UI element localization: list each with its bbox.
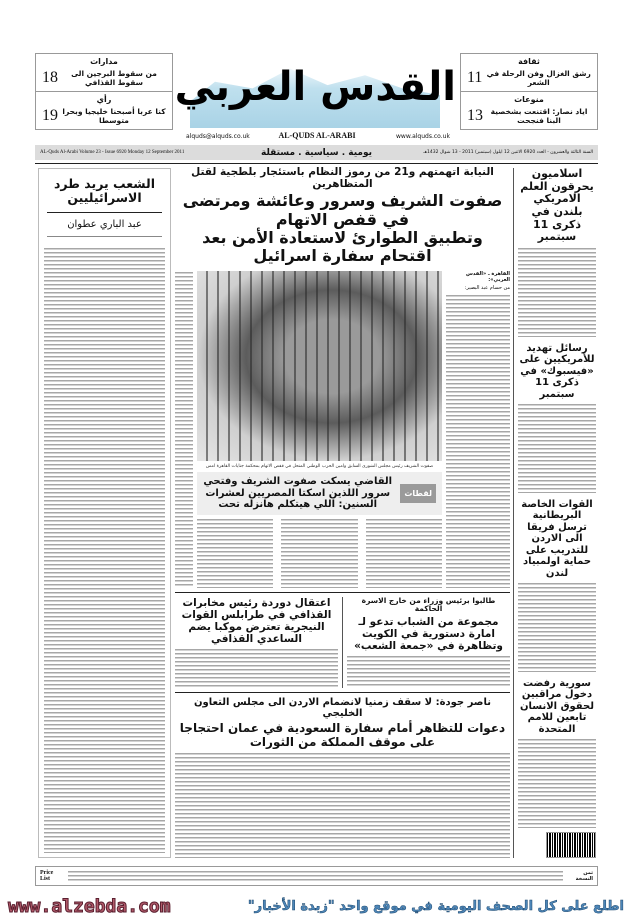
body-column — [175, 271, 193, 588]
price-list — [35, 866, 598, 886]
teasers-left — [35, 53, 173, 130]
body-column — [366, 518, 442, 588]
teaser-section: ثقافة — [518, 57, 540, 66]
cage-bars — [197, 271, 442, 461]
photo-caption: صفوت الشريف رئيس مجلس الشورى السابق وامين الحزب الوطني المنحل في قفص الاتهام بمحكمة جنايات القاهرة امس — [205, 464, 434, 470]
mid-right-body — [347, 655, 510, 688]
banner-url[interactable]: www.alzebda.com — [8, 895, 171, 917]
lead-photo[interactable] — [197, 271, 442, 461]
right-headline[interactable]: رسائل تهديد للأمريكيين على «فيسبوك» في ذكرى 11 سبتمبر — [519, 342, 595, 400]
opinion-body — [44, 247, 165, 853]
teaser-section: مدارات — [90, 57, 118, 66]
box-story[interactable] — [197, 472, 442, 515]
bottom-headline[interactable]: دعوات للتظاهر أمام سفارة السعودية في عمان احتجاجا على موقف المملكة من الثورات — [179, 720, 506, 749]
teaser-page: 13 — [467, 107, 483, 124]
teaser-title: كنا عربا أصبحنا خليجيا وبحرا متوسطا — [62, 107, 166, 125]
teaser[interactable] — [36, 54, 172, 92]
email[interactable]: alquds@alquds.co.uk — [186, 133, 250, 140]
price-label-ar: ثمن النسخة — [575, 870, 593, 882]
lead-byline: القاهرة ـ «القدس العربي»: — [466, 270, 510, 283]
lead-headline-2[interactable]: وتطبيق الطوارئ لاستعادة الأمن بعد اقتحام سفارة اسرائيل — [202, 227, 483, 266]
website[interactable]: www.alquds.co.uk — [396, 133, 450, 140]
right-body — [518, 403, 596, 493]
teaser[interactable] — [36, 92, 172, 129]
teaser[interactable] — [461, 54, 597, 92]
lead-body — [446, 294, 510, 588]
logo-latin: AL-QUDS AL-ARABI — [278, 131, 356, 140]
teaser-title: اياد نصار: اقتنعت بشخصية البنا فنجحت — [490, 107, 588, 125]
mid-left-body — [175, 648, 338, 688]
edition-ar: السنة الثالثة والعشرون - العدد 6920 الاثنين 12 ايلول (سبتمبر) 2011 - 13 شوال 1432هـ — [423, 150, 593, 155]
bottom-kicker: ناصر جودة: لا سقف زمنيا لانضمام الاردن الى مجلس التعاون الخليجي — [194, 696, 491, 720]
barcode — [546, 832, 596, 858]
lead-kicker: النيابة اتهمتهم و21 من رموز النظام باستئجار بلطجية لقتل المتظاهرين — [191, 166, 494, 191]
right-body — [518, 247, 596, 337]
promo-banner[interactable] — [0, 890, 632, 922]
teaser-title: من سقوط البرجين الى سقوط القذافي — [71, 69, 157, 87]
price-label-en: Price List — [40, 870, 54, 882]
right-column — [518, 168, 596, 858]
right-headline[interactable]: سورية رفضت دخول مراقبين لحقوق الانسان تابعين للامم المتحدة — [520, 677, 594, 735]
opinion-headline[interactable]: الشعب يريد طرد الاسرائيليين — [53, 176, 156, 206]
banner-text: اطلع على كل الصحف اليومية في موقع واحد "زبدة الأخبار" — [247, 898, 624, 914]
right-headline[interactable]: اسلاميون يحرقون العلم الامريكي بلندن في ذكرى 11 سبتمبر — [520, 167, 594, 244]
right-headline[interactable]: القوات الخاصة البريطانية ترسل فريقا الى الاردن للتدريب على حماية اولمبياد لندن — [521, 498, 593, 579]
teaser[interactable] — [461, 92, 597, 129]
mid-left-headline[interactable]: اعتقال دوردة رئيس مخابرات القذافي في طرابلس القوات النيجرية تعترض موكبا يضم الساعدي القذافي — [181, 596, 332, 645]
lead-story — [175, 271, 510, 588]
teasers-right — [460, 53, 598, 130]
bottom-body — [175, 752, 510, 858]
tagline: يومية . سياسية . مستقلة — [261, 147, 372, 158]
body-column — [197, 518, 273, 588]
body-column — [281, 518, 357, 588]
teaser-section: رأي — [96, 95, 112, 104]
lead-author: من حسام عبد البصير: — [464, 284, 510, 291]
edition-strip — [35, 145, 598, 160]
lead-headline[interactable]: صفوت الشريف وسرور وعائشة ومرتضى في قفص الاتهام — [182, 191, 503, 229]
logo[interactable]: القدس العربي — [174, 64, 456, 110]
box-headline: القاضي يسكت صفوت الشريف وفتحي سرور اللذين اسكتا المصريين لعشرات السنين: اللي هيتكلم هانزله تحت — [203, 476, 393, 511]
teaser-title: رشق الغزال وفن الرحلة في الشعر — [486, 69, 591, 87]
right-body — [518, 582, 596, 672]
right-body — [518, 738, 596, 828]
teaser-page: 18 — [42, 69, 58, 86]
opinion-column — [38, 168, 171, 858]
teaser-section: منوعات — [514, 95, 544, 104]
mid-right-headline[interactable]: مجموعة من الشباب تدعو لـ امارة دستورية في الكويت وتظاهرة في «جمعة الشعب» — [354, 615, 503, 652]
teaser-page: 19 — [42, 107, 58, 124]
teaser-page: 11 — [467, 69, 483, 86]
mid-right-kicker: طالبوا برئيس وزراء من خارج الاسرة الحاكمة — [361, 595, 496, 614]
opinion-author: عبد الباري عطوان — [67, 218, 142, 230]
center-column — [175, 166, 510, 858]
edition-en: AL-Quds Al-Arabi Volume 23 - Issue 6920 Monday 12 September 2011 — [40, 150, 185, 155]
box-label: لقطات — [400, 484, 436, 503]
